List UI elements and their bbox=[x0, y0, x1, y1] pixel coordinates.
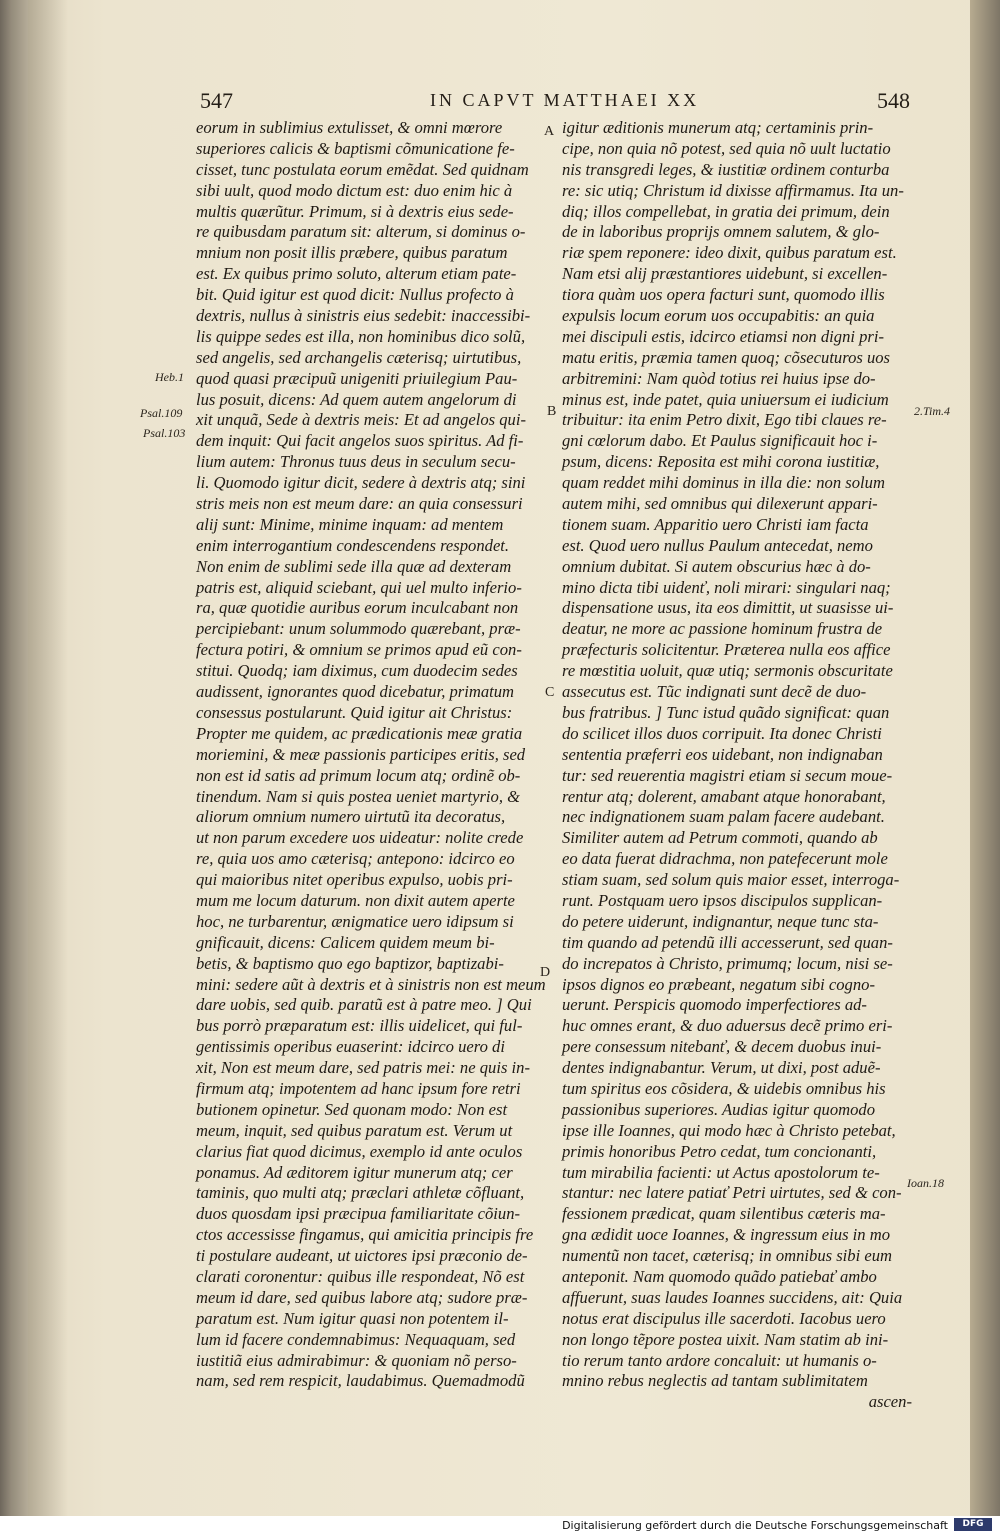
text-line: eorum in sublimius extulisset, & omni mœrore bbox=[196, 118, 503, 137]
text-line: pere consessum nitebanť, & decem duobus inui- bbox=[562, 1037, 882, 1057]
text-line: deatur, ne more ac passione hominum frustra de bbox=[562, 619, 883, 639]
text-line: minus est, inde patet, quia uniuersum ei iudicium bbox=[562, 389, 889, 409]
text-line: sibi uult, quod modo dictum est: duo enim hic à bbox=[196, 180, 513, 200]
text-line: stitui. Quodq; iam diximus, cum duodecim sedes bbox=[196, 661, 518, 681]
text-line: multis quærũtur. Primum, si à dextris eius sede- bbox=[196, 201, 514, 221]
text-line: omnium dubitat. Si autem obscurius hæc à do- bbox=[562, 556, 871, 576]
text-line: lum id facere condemnabimus: Nequaquam, sed bbox=[196, 1329, 516, 1349]
text-line: primis honoribus Petro cedat, tum concionanti, bbox=[562, 1141, 877, 1161]
text-line: audissent, ignorantes quod dicebatur, primatum bbox=[196, 682, 515, 702]
text-line: matu eritis, præmia tamen quoq; cõsecuturos uos bbox=[562, 347, 891, 367]
text-line: igitur æditionis munerum atq; certaminis prin- bbox=[562, 118, 874, 137]
text-line: percipiebant: unum solummodo quærebant, præ- bbox=[196, 619, 521, 639]
text-line: eo data fuerat didrachma, non patefecerunt mole bbox=[562, 849, 888, 869]
text-line: ipse ille Ioannes, qui modo hæc à Christo petebat, bbox=[562, 1120, 896, 1140]
margin-note-tim: 2.Tim.4 bbox=[914, 404, 951, 418]
text-line: betis, & baptismo quo ego baptizor, baptizabi- bbox=[196, 953, 504, 973]
section-letter-a: A bbox=[544, 124, 555, 139]
text-line: est. Ex quibus primo soluto, alterum etiam pate- bbox=[196, 264, 517, 284]
text-line: ponamus. Ad æditorem igitur munerum atq; cer bbox=[196, 1162, 513, 1182]
text-line: mnium non posit illis præbere, quibus paratum bbox=[196, 243, 508, 263]
text-line: aliorum omnium numero uirtutũ ita decoratus, bbox=[196, 807, 506, 827]
section-letter-d: D bbox=[540, 965, 551, 980]
text-line: re mœstitia uoluit, quæ utiq; sermonis obscuritate bbox=[562, 661, 893, 681]
text-line: runt. Postquam uero ipsos discipulos supplican- bbox=[562, 890, 883, 910]
text-line: gni cœlorum dabo. Et Paulus significauit hoc i- bbox=[562, 431, 878, 451]
text-line: ra, quæ quotidie auribus eorum inculcabant non bbox=[196, 598, 519, 618]
text-line: do petere uiderunt, indignantur, neque tunc sta- bbox=[562, 911, 879, 931]
text-line: fessionem prædicat, quam silentibus cæteris ma- bbox=[562, 1204, 886, 1224]
page-number-right: 548 bbox=[877, 88, 910, 113]
text-line: clarati coronentur: quibus ille respondeat, Nõ est bbox=[196, 1266, 525, 1286]
text-line: butionem opinetur. Sed quonam modo: Non est bbox=[196, 1099, 508, 1119]
text-line: affuerunt, suas laudes Ioannes succidens, ait: Quia bbox=[562, 1287, 903, 1307]
text-line: autem mihi, sed omnibus qui dilexerunt appari- bbox=[562, 494, 878, 514]
text-line: anteponit. Nam quomodo quãdo patiebať ambo bbox=[562, 1266, 877, 1286]
text-line: re quibusdam paratum sit: alterum, si dominus o- bbox=[196, 222, 526, 242]
text-line: Similiter autem ad Petrum commoti, quando ab bbox=[562, 828, 878, 848]
text-line: duos quosdam ipsi præcipua familiaritate cõiun- bbox=[196, 1204, 521, 1224]
text-line: do increpatos à Christo, primumq; locum, nisi se- bbox=[562, 953, 893, 973]
text-line: mino dicta tibi uidenť, noli mirari: singulari naq; bbox=[562, 577, 891, 597]
text-line: stris meis non est meum dare: an quia consessuri bbox=[196, 494, 523, 514]
text-line: mum me locum daturum. non dixit autem aperte bbox=[196, 890, 515, 910]
left-text-column bbox=[196, 118, 555, 1392]
text-line: ctos accessisse fingamus, qui amicitia principis fre bbox=[196, 1225, 534, 1245]
text-line: mnino rebus neglectis ad tantam sublimitatem bbox=[562, 1371, 868, 1391]
text-line: non longo tẽpore postea uixit. Nam statim ab ini- bbox=[562, 1329, 889, 1349]
text-line: gnificauit, dicens: Calicem quidem meum bi- bbox=[196, 932, 495, 952]
text-line: tionem suam. Apparitio uero Christi iam facta bbox=[562, 514, 869, 534]
text-line: assecutus est. Tũc indignati sunt decẽ de duo- bbox=[562, 682, 867, 702]
text-line: cisset, tunc postulata eorum emẽdat. Sed quidnam bbox=[196, 159, 529, 179]
text-line: riæ spem reponere: ideo dixit, quibus paratum est. bbox=[562, 243, 897, 263]
text-line: dare uobis, sed quib. paratũ est à patre meo. ] Qui bbox=[196, 995, 532, 1015]
text-line: mei discipuli estis, idcirco etiamsi non digni pri- bbox=[562, 326, 885, 346]
text-line: qui maioribus nitet operibus expulso, uobis pri- bbox=[196, 870, 513, 890]
text-line: huc omnes erant, & duo aduersus decẽ primo eri- bbox=[562, 1016, 893, 1036]
text-line: ascen- bbox=[868, 1392, 912, 1412]
text-line: non est id satis ad primum locum atq; ordinẽ ob- bbox=[196, 765, 521, 785]
text-line: re: sic utiq; Christum id dixisse affirmamus. Ita un- bbox=[562, 180, 904, 200]
footer-bar bbox=[0, 1516, 1000, 1534]
text-line: numentũ non tacet, cæterisq; in omnibus sibi eum bbox=[562, 1246, 892, 1266]
margin-note-heb: Heb.1 bbox=[155, 370, 184, 384]
text-line: re, quia uos amo cæterisq; antepono: idcirco eo bbox=[196, 849, 515, 869]
text-line: bus fratribus. ] Tunc istud quãdo significat: quan bbox=[562, 702, 890, 722]
text-line: Propter me quidem, ac prædicationis meæ gratia bbox=[196, 723, 523, 743]
text-line: tur: sed reuerentia magistri etiam si secum moue- bbox=[562, 765, 893, 785]
text-line: sed angelis, sed archangelis cæterisq; uirtutibus, bbox=[196, 347, 522, 367]
text-line: rentur atq; dolerent, amabant atque honorabant, bbox=[562, 786, 886, 806]
text-line: bit. Quid igitur est quod dicit: Nullus profecto à bbox=[196, 285, 514, 305]
text-line: paratum est. Num igitur quasi non potentem il- bbox=[196, 1308, 509, 1328]
text-line: lis quippe sedes est illa, non hominibus dico solũ, bbox=[196, 326, 526, 346]
section-letter-b: B bbox=[547, 404, 557, 419]
text-line: enim interrogantium condescendens respondet. bbox=[196, 535, 510, 555]
text-line: alij sunt: Minime, minime inquam: ad mentem bbox=[196, 514, 504, 534]
text-line: notus erat discipulus ille sacerdoti. Iacobus uero bbox=[562, 1308, 886, 1328]
right-text-column bbox=[562, 118, 912, 1413]
text-line: gentissimis operibus euaserint: idcirco uero di bbox=[196, 1037, 505, 1057]
margin-note-ioan: Ioan.18 bbox=[907, 1176, 944, 1190]
text-line: ti postulare audeant, ut uictores ipsi præconio de- bbox=[196, 1246, 528, 1266]
text-line: de in laboribus proprijs omnem salutem, & glo- bbox=[562, 222, 880, 242]
page-header bbox=[200, 88, 910, 118]
text-line: Non enim de sublimi sede illa quæ ad dexteram bbox=[196, 556, 512, 576]
text-line: nam, sed rem respicit, laudabimus. Quemadmodũ bbox=[196, 1371, 525, 1391]
text-line: patris est, aliquid sciebant, qui uel multo inferio- bbox=[196, 577, 522, 597]
text-line: ut non parum excedere uos uideatur: nolite crede bbox=[196, 828, 524, 848]
text-line: li. Quomodo igitur dicit, sedere à dextris atq; sini bbox=[196, 473, 526, 493]
text-line: sententia præferri eos uidebant, non indignaban bbox=[562, 744, 883, 764]
text-line: arbitremini: Nam quòd totius rei huius ipse do- bbox=[562, 368, 876, 388]
running-head: IN CAPVT MATTHAEI XX bbox=[430, 90, 700, 110]
text-line: quam reddet mihi dominus in illa die: non solum bbox=[562, 473, 885, 493]
margin-note-psal109: Psal.109 bbox=[140, 406, 183, 420]
page-number-left: 547 bbox=[200, 88, 233, 113]
text-line: stiam suam, sed solum quis maior esset, interroga- bbox=[562, 870, 900, 890]
text-line: dispensatione usus, ita eos dimittit, ut suasisse ui- bbox=[562, 598, 894, 618]
text-line: stantur: nec latere patiať Petri uirtutes, sed & con- bbox=[562, 1183, 902, 1203]
text-line: moriemini, & meæ passionis participes eritis, sed bbox=[196, 744, 526, 764]
text-line: fectura potiri, & omnium se primos apud eũ con- bbox=[196, 640, 522, 660]
text-line: præfecturis solicitentur. Præterea nulla eos affice bbox=[562, 640, 891, 660]
text-line: expulsis locum eorum uos occupabitis: an quia bbox=[562, 306, 875, 326]
text-line: psum, dicens: Reposita est mihi corona iustitiæ, bbox=[562, 452, 880, 472]
text-line: lus posuit, dicens: Ad quem autem angelorum di bbox=[196, 389, 517, 409]
text-line: xit unquã, Sede à dextris meis: Et ad angelos qui- bbox=[196, 410, 526, 430]
text-line: iustitiã eius admirabimur: & quoniam nõ perso- bbox=[196, 1350, 517, 1370]
text-line: lium autem: Thronus tuus deus in seculum secu- bbox=[196, 452, 516, 472]
margin-note-psal103: Psal.103 bbox=[143, 426, 186, 440]
text-line: passionibus superiores. Audias igitur quomodo bbox=[562, 1099, 876, 1119]
text-line: nec indignationem suam palam facere audebant. bbox=[562, 807, 885, 827]
text-line: clarius fiat quod dicimus, exemplo id ante oculos bbox=[196, 1141, 523, 1161]
text-line: do scilicet illos duos corripuit. Ita donec Christi bbox=[562, 723, 882, 743]
text-line: tinendum. Nam si quis postea ueniet martyrio, & bbox=[196, 786, 521, 806]
text-line: dem inquit: Qui facit angelos suos spiritus. Ad fi- bbox=[196, 431, 524, 451]
dfg-logo: DFG bbox=[954, 1518, 992, 1531]
text-line: dextris, nullus à sinistris eius sedebit: inaccessibi- bbox=[196, 306, 531, 326]
page-edge bbox=[970, 0, 1000, 1534]
text-line: tiora quàm uos opera facturi sunt, quomodo illis bbox=[562, 285, 885, 305]
text-line: tum spiritus eos cõsidera, & uidebis omnibus his bbox=[562, 1078, 886, 1098]
text-line: xit, Non est meum dare, sed patris mei: ne quis in- bbox=[196, 1058, 530, 1078]
text-line: cipe, non quia nõ potest, sed quia nõ uult luctatio bbox=[562, 138, 891, 158]
text-line: tum mirabilia facienti: ut Actus apostolorum te- bbox=[562, 1162, 880, 1182]
text-line: consessus postularunt. Quid igitur ait Christus: bbox=[196, 702, 513, 722]
text-line: meum, inquit, sed quibus paratum est. Verum ut bbox=[196, 1120, 513, 1140]
text-line: tio rerum tanto ardore concaluit: ut humanis o- bbox=[562, 1350, 877, 1370]
text-line: superiores calicis & baptismi cõmunicatione fe- bbox=[196, 138, 515, 158]
text-line: gna ædidit uoce Ioannes, & ingressum eius in mo bbox=[562, 1225, 891, 1245]
text-line: mini: sedere aũt à dextris et à sinistris non est meum bbox=[196, 974, 546, 994]
text-line: hoc, ne turbarentur, ænigmatice uero idipsum si bbox=[196, 911, 514, 931]
text-line: est. Quod uero nullus Paulum antecedat, nemo bbox=[562, 535, 873, 555]
text-line: firmum atq; impotentem ad hanc ipsum fore retri bbox=[196, 1078, 521, 1098]
text-line: meum id dare, sed quibus labore atq; sudore præ- bbox=[196, 1287, 528, 1307]
text-line: tim quando ad petendũ illi accesserunt, sed quan- bbox=[562, 932, 893, 952]
book-edge bbox=[0, 0, 28, 1534]
text-line: dentes indignabantur. Verum, ut dixi, post aduẽ- bbox=[562, 1058, 881, 1078]
footer-credit: Digitalisierung gefördert durch die Deutsche Forschungsgemeinschaft bbox=[562, 1519, 948, 1532]
text-line: Nam etsi alij præstantiores uidebunt, si excellen- bbox=[562, 264, 888, 284]
text-line: diq; illos compellebat, in gratia dei primum, dein bbox=[562, 201, 890, 221]
section-letter-c: C bbox=[545, 685, 555, 700]
gutter-shadow bbox=[28, 0, 68, 1534]
text-line: uerunt. Perspicis quomodo imperfectiores ad- bbox=[562, 995, 867, 1015]
text-line: quod quasi præcipuũ unigeniti priuilegium Pau- bbox=[196, 368, 518, 388]
text-line: nis transgredi leges, & iustitiæ ordinem conturba bbox=[562, 159, 890, 179]
text-line: taminis, quo multi atq; præclari athletæ cõfluant, bbox=[196, 1183, 525, 1203]
text-line: tribuitur: ita enim Petro dixit, Ego tibi claues re- bbox=[562, 410, 887, 430]
text-line: ipsos dignos eo præbeant, negatum sibi cogno- bbox=[562, 974, 875, 994]
text-line: bus porrò præparatum est: illis uidelicet, qui ful- bbox=[196, 1016, 523, 1036]
